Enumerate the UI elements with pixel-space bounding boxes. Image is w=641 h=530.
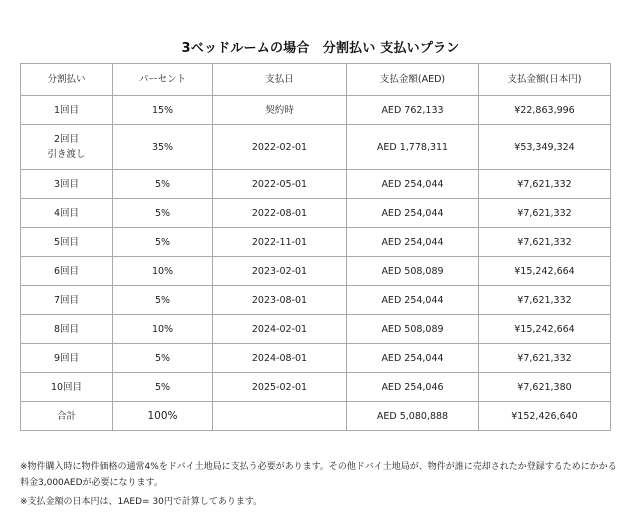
cell-percent: 5%: [113, 170, 213, 199]
total-amount-jpy: ¥152,426,640: [479, 402, 611, 431]
cell-amount-jpy: ¥7,621,332: [479, 199, 611, 228]
header-date: 支払日: [213, 64, 347, 96]
cell-installment: [21, 286, 113, 315]
installment-label: 9回目: [53, 352, 80, 364]
cell-percent: 10%: [113, 257, 213, 286]
cell-percent: 15%: [113, 96, 213, 125]
cell-percent: 5%: [113, 344, 213, 373]
total-amount-aed: AED 5,080,888: [347, 402, 479, 431]
installment-label: 5回目: [53, 236, 80, 248]
installment-label: 1回目: [53, 104, 80, 116]
installment-label: 10回目: [50, 381, 83, 393]
cell-amount-jpy: ¥7,621,380: [479, 373, 611, 402]
table-row: [21, 315, 611, 344]
cell-installment: [21, 373, 113, 402]
cell-amount-jpy: ¥22,863,996: [479, 96, 611, 125]
cell-amount-jpy: ¥7,621,332: [479, 344, 611, 373]
cell-installment: [21, 257, 113, 286]
footnote-registration-fee: ※物件購入時に物件価格の通常4%をドバイ土地局に支払う必要があります。その他ドバイ土地局が、物件が誰に売却されたか登録するためにかかる料金3,000AEDが必要になります。: [20, 462, 617, 488]
cell-installment: [21, 125, 113, 170]
cell-installment: [21, 228, 113, 257]
cell-date: 2022-02-01: [213, 125, 347, 170]
cell-amount-jpy: ¥7,621,332: [479, 286, 611, 315]
total-date: [213, 402, 347, 431]
installment-label: 8回目: [53, 323, 80, 335]
table-row: [21, 170, 611, 199]
cell-date: 2024-08-01: [213, 344, 347, 373]
cell-installment: [21, 344, 113, 373]
table-row: [21, 228, 611, 257]
header-installment: 分割払い: [21, 64, 113, 96]
footnote-exchange-rate: ※支払金額の日本円は、1AED= 30円で計算してあります。: [20, 497, 263, 507]
cell-amount-jpy: ¥15,242,664: [479, 257, 611, 286]
cell-percent: 5%: [113, 286, 213, 315]
table-row: [21, 199, 611, 228]
cell-installment: [21, 315, 113, 344]
table-row: [21, 373, 611, 402]
cell-date: 2022-11-01: [213, 228, 347, 257]
cell-amount-jpy: ¥15,242,664: [479, 315, 611, 344]
cell-percent: 5%: [113, 228, 213, 257]
cell-amount-aed: AED 254,044: [347, 228, 479, 257]
header-amount-aed: 支払金額(AED): [347, 64, 479, 96]
page-title: 3ベッドルームの場合 分割払い 支払いプラン: [181, 41, 460, 56]
table-row: [21, 96, 611, 125]
table-row: [21, 286, 611, 315]
cell-amount-aed: AED 254,044: [347, 286, 479, 315]
table-header-row: [21, 64, 611, 96]
cell-amount-aed: AED 508,089: [347, 257, 479, 286]
header-percent: パーセント: [113, 64, 213, 96]
installment-label: 3回目: [53, 178, 80, 190]
cell-date: 2022-08-01: [213, 199, 347, 228]
cell-installment: [21, 170, 113, 199]
installment-label: 6回目: [53, 265, 80, 277]
header-amount-jpy: 支払金額(日本円): [479, 64, 611, 96]
installment-label: 4回目: [53, 207, 80, 219]
cell-date: 2022-05-01: [213, 170, 347, 199]
cell-percent: 10%: [113, 315, 213, 344]
cell-amount-aed: AED 254,046: [347, 373, 479, 402]
cell-date: 2023-08-01: [213, 286, 347, 315]
cell-amount-aed: AED 762,133: [347, 96, 479, 125]
total-label: 合計: [21, 402, 113, 431]
cell-installment: [21, 199, 113, 228]
cell-amount-aed: AED 254,044: [347, 199, 479, 228]
payment-plan-table: [20, 63, 611, 431]
cell-date: 契約時: [213, 96, 347, 125]
cell-amount-aed: AED 254,044: [347, 170, 479, 199]
cell-amount-aed: AED 1,778,311: [347, 125, 479, 170]
total-row: [21, 402, 611, 431]
cell-amount-jpy: ¥7,621,332: [479, 228, 611, 257]
cell-date: 2025-02-01: [213, 373, 347, 402]
cell-amount-jpy: ¥7,621,332: [479, 170, 611, 199]
installment-label: 引き渡し: [47, 149, 86, 160]
cell-percent: 5%: [113, 373, 213, 402]
table-row: [21, 125, 611, 170]
cell-percent: 5%: [113, 199, 213, 228]
cell-amount-aed: AED 254,044: [347, 344, 479, 373]
footnotes: [20, 459, 620, 513]
cell-amount-aed: AED 508,089: [347, 315, 479, 344]
total-percent: 100%: [113, 402, 213, 431]
installment-label: 2回目: [53, 134, 80, 145]
installment-label: 7回目: [53, 294, 80, 306]
cell-installment: [21, 96, 113, 125]
cell-date: 2023-02-01: [213, 257, 347, 286]
table-row: [21, 257, 611, 286]
cell-percent: 35%: [113, 125, 213, 170]
cell-date: 2024-02-01: [213, 315, 347, 344]
table-row: [21, 344, 611, 373]
cell-amount-jpy: ¥53,349,324: [479, 125, 611, 170]
